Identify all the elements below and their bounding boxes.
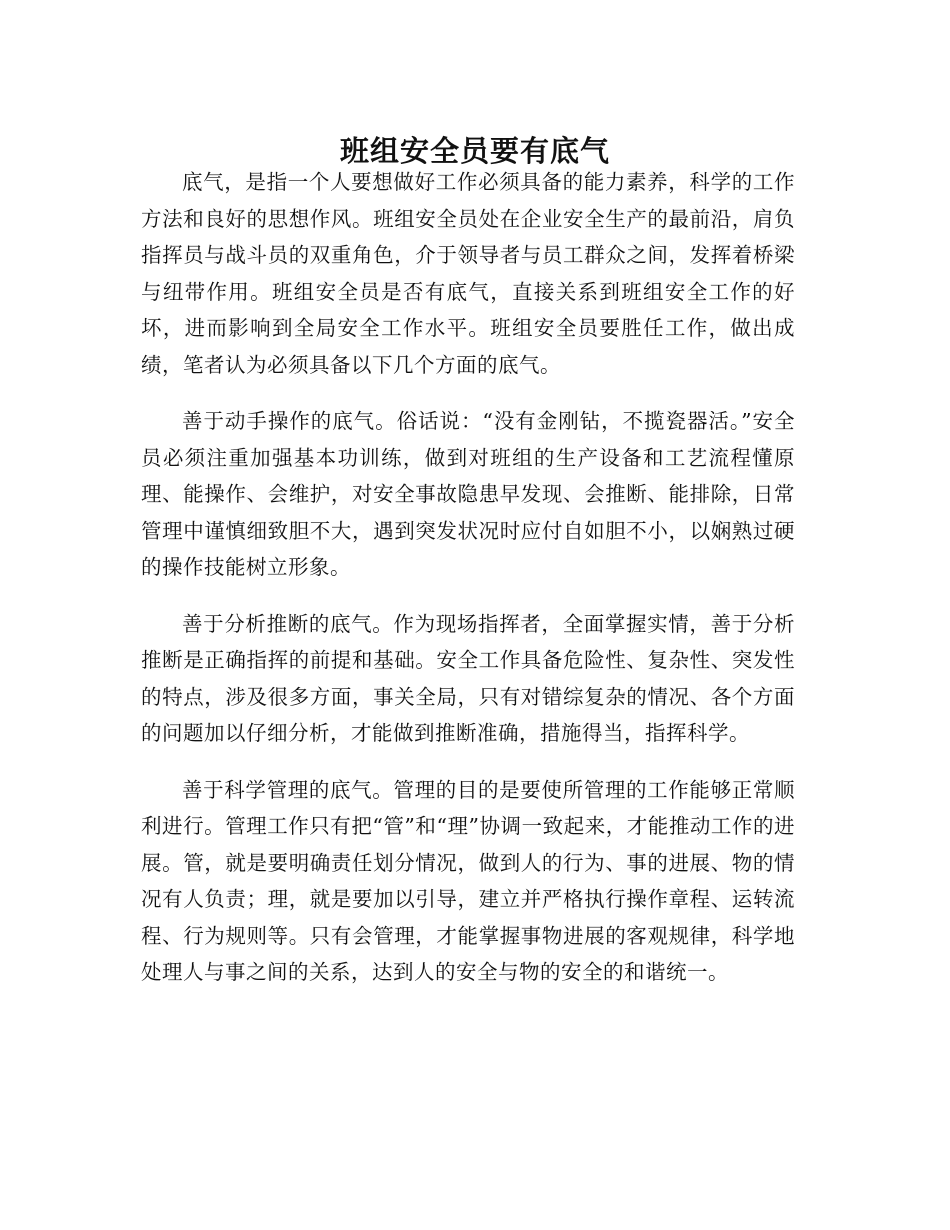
- paragraph-analysis: 善于分析推断的底气。作为现场指挥者，全面掌握实情，善于分析推断是正确指挥的前提和基础。安全工作具备危险性、复杂性、突发性的特点，涉及很多方面，事关全局，只有对错综复杂的情况、各个方面的问题加以仔细分析，才能做到推断准确，措施得当，指挥科学。: [141, 611, 795, 745]
- page-title: 班组安全员要有底气: [339, 134, 610, 169]
- document-body: [141, 164, 795, 991]
- paragraph-hands-on: 善于动手操作的底气。俗话说：“没有金刚钻，不揽瓷器活。”安全员必须注重加强基本功训练，做到对班组的生产设备和工艺流程懂原理、能操作、会维护，对安全事故隐患早发现、会推断、能排除，日常管理中谨慎细致胆不大，遇到突发状况时应付自如胆不小，以娴熟过硬的操作技能树立形象。: [141, 409, 795, 579]
- paragraph-intro: 底气，是指一个人要想做好工作必须具备的能力素养，科学的工作方法和良好的思想作风。班组安全员处在企业安全生产的最前沿，肩负指挥员与战斗员的双重角色，介于领导者与员工群众之间，发挥着桥梁与纽带作用。班组安全员是否有底气，直接关系到班组安全工作的好坏，进而影响到全局安全工作水平。班组安全员要胜任工作，做出成绩，笔者认为必须具备以下几个方面的底气。: [141, 170, 795, 377]
- paragraph-management: 善于科学管理的底气。管理的目的是要使所管理的工作能够正常顺利进行。管理工作只有把“管”和“理”协调一致起来，才能推动工作的进展。管，就是要明确责任划分情况，做到人的行为、事的进展、物的情况有人负责；理，就是要加以引导，建立并严格执行操作章程、运转流程、行为规则等。只有会管理，才能掌握事物进展的客观规律，科学地处理人与事之间的关系，达到人的安全与物的安全的和谐统一。: [141, 777, 795, 984]
